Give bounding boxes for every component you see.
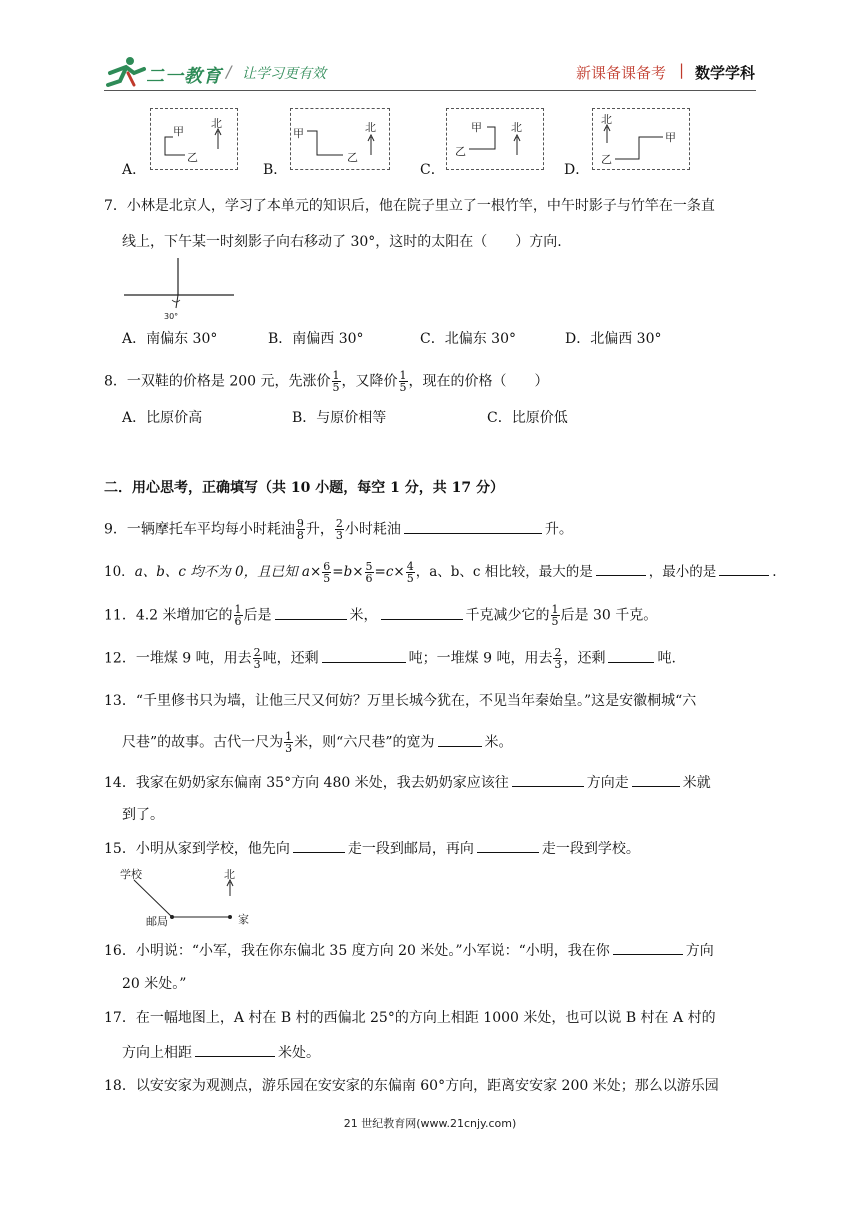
q11: 11．4.2 米增加它的 $\frac{1}{6}$ 后是 米， 千克减少它的 $\frac{1}{5}$ 后是 30 千克。 bbox=[104, 603, 658, 628]
q14-distance-blank[interactable] bbox=[632, 772, 680, 787]
q8-stem: 8．一双鞋的价格是 200 元，先涨价 $\frac{1}{5}$ ，又降价 $\frac{1}{5}$ ，现在的价格（ ） bbox=[104, 369, 549, 394]
q8-option-c[interactable]: C．比原价低 bbox=[487, 410, 568, 426]
slogan-separator: / bbox=[226, 62, 232, 81]
q15-second-direction-blank[interactable] bbox=[477, 838, 539, 853]
q6-option-c-label[interactable]: C． bbox=[420, 162, 445, 178]
q7-line1: 7．小林是北京人，学习了本单元的知识后，他在院子里立了一根竹竿，中午时影子与竹竿在一条直 bbox=[104, 198, 715, 214]
header bbox=[0, 0, 860, 95]
header-course-tag: 新课备课备考 bbox=[576, 64, 667, 82]
q6-option-a-label[interactable]: A． bbox=[122, 162, 147, 178]
logo-text: 二一教育 bbox=[146, 66, 222, 87]
q6-option-b-label[interactable]: B． bbox=[263, 162, 288, 178]
q6-c-path bbox=[447, 109, 543, 169]
header-rule bbox=[104, 90, 756, 91]
q13-width-blank[interactable] bbox=[438, 732, 482, 747]
q17-distance-blank[interactable] bbox=[195, 1042, 275, 1057]
q13-line1: 13．“千里修书只为墙，让他三尺又何妨？万里长城今犹在，不见当年秦始皇。”这是安徽桐城“六 bbox=[104, 693, 697, 709]
q15: 15．小明从家到学校，他先向 走一段到邮局，再向 走一段到学校。 bbox=[104, 838, 640, 859]
header-separator: | bbox=[679, 61, 685, 79]
q6-a-path bbox=[151, 109, 237, 169]
q15-first-direction-blank[interactable] bbox=[293, 838, 345, 853]
q6-d-path bbox=[593, 109, 689, 169]
q16-line1: 16．小明说：“小军，我在你东偏北 35 度方向 20 米处。”小军说：“小明，我在你 方向 bbox=[104, 940, 714, 961]
fraction: $\frac{1}{5}$ bbox=[399, 369, 407, 394]
q8-option-a[interactable]: A．比原价高 bbox=[122, 410, 203, 426]
school-label: 学校 bbox=[120, 868, 142, 881]
q13-line2: 尺巷”的故事。古代一尺为 $\frac{1}{3}$ 米，则“六尺巷”的宽为 米。 bbox=[122, 730, 513, 755]
q17-line2: 方向上相距 米处。 bbox=[122, 1042, 320, 1063]
q10-largest-blank[interactable] bbox=[596, 561, 646, 576]
q6-option-d-label[interactable]: D． bbox=[564, 162, 590, 178]
q11-kg-blank[interactable] bbox=[381, 605, 463, 620]
q7-option-b[interactable]: B．南偏西 30° bbox=[268, 331, 364, 347]
q9: 9．一辆摩托车平均每小时耗油 $\frac{9}{8}$ 升， $\frac{2}{3}$ 小时耗油 升。 bbox=[104, 517, 573, 542]
q14-line1: 14．我家在奶奶家东偏南 35°方向 480 米处，我去奶奶家应该往 方向走 米就 bbox=[104, 772, 711, 793]
footer: 21 世纪教育网(www.21cnjy.com) bbox=[343, 1117, 517, 1130]
fraction: $\frac{1}{5}$ bbox=[332, 369, 340, 394]
q18-line1: 18．以安安家为观测点，游乐园在安安家的东偏南 60°方向，距离安安家 200 米处；那么以游乐园 bbox=[104, 1078, 719, 1094]
slogan: 让学习更有效 bbox=[242, 66, 326, 82]
q7-option-a[interactable]: A．南偏东 30° bbox=[122, 331, 218, 347]
home-label: 家 bbox=[238, 913, 249, 926]
q12-remaining-blank-1[interactable] bbox=[322, 648, 406, 663]
post-office-label: 邮局 bbox=[146, 915, 168, 928]
q6-b-path bbox=[291, 109, 389, 169]
section-2-title: 二．用心思考，正确填写（共 10 小题，每空 1 分，共 17 分） bbox=[104, 480, 504, 496]
q6-option-b-figure: 甲 乙 北 bbox=[290, 108, 390, 170]
q7-option-d[interactable]: D．北偏西 30° bbox=[565, 331, 662, 347]
q6-option-c-figure: 甲 乙 北 bbox=[446, 108, 544, 170]
q7-option-c[interactable]: C．北偏东 30° bbox=[420, 331, 516, 347]
runner-logo-icon bbox=[104, 55, 148, 89]
north-label: 北 bbox=[224, 868, 235, 881]
q14-line2: 到了。 bbox=[122, 807, 164, 823]
q16-line2: 20 米处。” bbox=[122, 976, 187, 992]
q17-line1: 17．在一幅地图上，A 村在 B 村的西偏北 25°的方向上相距 1000 米处，也可以说 B 村在 A 村的 bbox=[104, 1010, 716, 1026]
q10-smallest-blank[interactable] bbox=[719, 561, 769, 576]
header-subject: 数学学科 bbox=[695, 64, 756, 82]
q7-shadow-figure bbox=[120, 256, 240, 326]
q14-direction-blank[interactable] bbox=[512, 772, 584, 787]
q12: 12．一堆煤 9 吨，用去 $\frac{2}{3}$ 吨，还剩 吨；一堆煤 9 吨，用去 $\frac{2}{3}$ ，还剩 吨. bbox=[104, 646, 676, 671]
q12-remaining-blank-2[interactable] bbox=[608, 648, 654, 663]
q15-route-lines bbox=[120, 860, 250, 930]
q6-option-a-figure: 甲 乙 北 bbox=[150, 108, 238, 170]
q9-answer-blank[interactable] bbox=[404, 519, 542, 534]
q16-direction-blank[interactable] bbox=[613, 940, 683, 955]
q7-line2: 线上，下午某一时刻影子向右移动了 30°，这时的太阳在（ ）方向. bbox=[122, 234, 562, 250]
q10: 10．a、b、c 均不为 0，且已知 a× $\frac{6}{5}$ =b× $\frac{5}{6}$ =c× $\frac{4}{5}$ ，a、b、c 相比较，最大的是 ，最小的是 . bbox=[104, 560, 777, 585]
q7-angle-label: 30° bbox=[164, 312, 179, 321]
q8-option-b[interactable]: B．与原价相等 bbox=[292, 410, 387, 426]
q11-meters-blank[interactable] bbox=[275, 605, 347, 620]
q6-option-d-figure: 北 甲 乙 bbox=[592, 108, 690, 170]
